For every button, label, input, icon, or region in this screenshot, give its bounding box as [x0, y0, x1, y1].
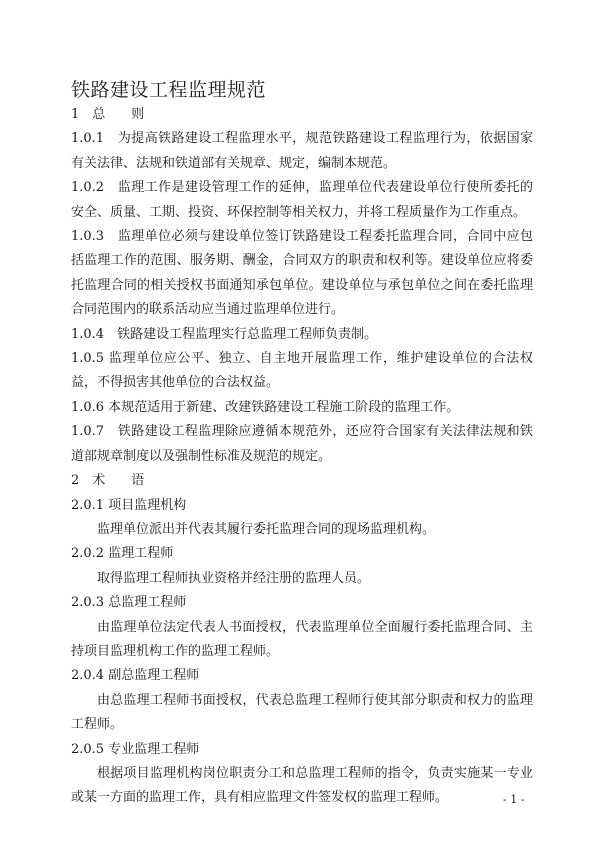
- term-heading: 2.0.5 专业监理工程师: [71, 741, 200, 757]
- document-body: [71, 103, 533, 811]
- document-title: 铁路建设工程监理规范: [71, 79, 267, 101]
- term-heading: 2.0.4 副总监理工程师: [71, 668, 200, 684]
- term-heading: 2.0.3 总监理工程师: [71, 595, 187, 611]
- term-definition: 由监理单位法定代表人书面授权，代表监理单位全面履行委托监理合同、主持项目监理机构工作的监理工程师。: [71, 619, 533, 659]
- clause-1-0-2: 1.0.2 监理工作是建设管理工作的延伸，监理单位代表建设单位行使所委托的安全、质量、工期、投资、环保控制等相关权力，并将工程质量作为工作重点。: [71, 180, 533, 220]
- term-heading: 2.0.2 监理工程师: [71, 546, 174, 562]
- clause-1-0-4: 1.0.4 铁路建设工程监理实行总监理工程师负责制。: [71, 326, 378, 342]
- chapter-heading-terms: 2 术 语: [71, 473, 145, 489]
- clause-1-0-1: 1.0.1 为提高铁路建设工程监理水平，规范铁路建设工程监理行为，依据国家有关法律、法规和铁道部有关规章、规定，编制本规范。: [71, 131, 533, 171]
- clause-1-0-7: 1.0.7 铁路建设工程监理除应遵循本规范外，还应符合国家有关法律法规和铁道部规章制度以及强制性标准及规范的规定。: [71, 424, 533, 464]
- chapter-heading-general: 1 总 则: [71, 107, 145, 122]
- term-definition: 监理单位派出并代表其履行委托监理合同的现场监理机构。: [97, 521, 436, 537]
- term-definition: 根据项目监理机构岗位职责分工和总监理工程师的指令，负责实施某一专业或某一方面的监理工作，具有相应监理文件签发权的监理工程师。: [71, 765, 533, 806]
- clause-1-0-3: 1.0.3 监理单位必须与建设单位签订铁路建设工程委托监理合同，合同中应包括监理工作的范围、服务期、酬金，合同双方的职责和权利等。建设单位应将委托监理合同的相关授权书面通知承包单位。建设单位与承包单位之间在委托监理合同范围内的联系活动应当通过监理单位进行。: [71, 229, 533, 318]
- page-number: - 1 -: [503, 793, 525, 806]
- term-definition: 取得监理工程师执业资格并经注册的监理人员。: [97, 570, 371, 586]
- clause-1-0-5: 1.0.5 监理单位应公平、独立、自主地开展监理工作，维护建设单位的合法权益，不得损害其他单位的合法权益。: [71, 351, 533, 391]
- clause-1-0-6: 1.0.6 本规范适用于新建、改建铁路建设工程施工阶段的监理工作。: [71, 399, 460, 415]
- term-definition: 由总监理工程师书面授权，代表总监理工程师行使其部分职责和权力的监理工程师。: [71, 692, 533, 733]
- term-heading: 2.0.1 项目监理机构: [71, 497, 187, 513]
